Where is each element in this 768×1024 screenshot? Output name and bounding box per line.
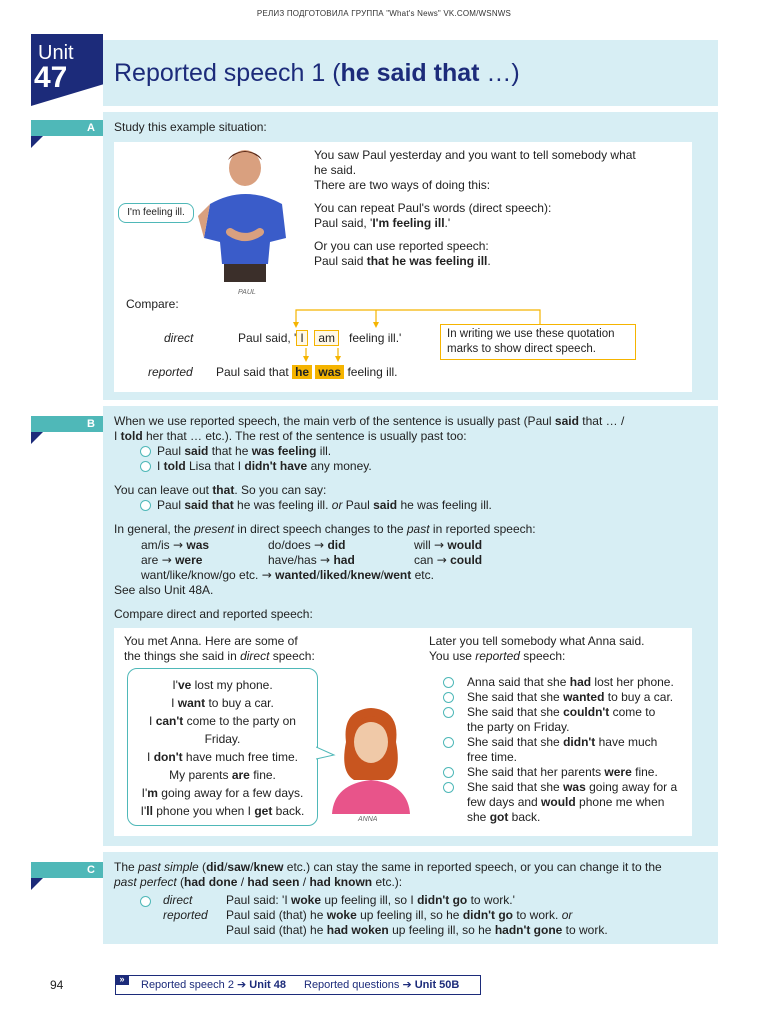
- para-4: Or you can use reported speech:: [314, 239, 489, 253]
- direct-speech-line: Friday.: [204, 732, 241, 746]
- compare-label: Compare:: [126, 297, 179, 311]
- reported-speech-item: She said that she didn't have much free time.: [443, 735, 693, 765]
- paul-illustration: [190, 146, 300, 288]
- bullet-icon: [140, 500, 151, 511]
- reported-label: reported: [148, 365, 193, 379]
- b-example-2: I told Lisa that I didn't have any money.: [114, 459, 714, 474]
- reported-speech-item: She said that her parents were fine.: [443, 765, 693, 780]
- section-b-corner: [31, 432, 43, 444]
- tense-col-1: am/is → was are → were: [141, 538, 210, 567]
- page-number: 94: [50, 978, 64, 992]
- release-note: РЕЛИЗ ПОДГОТОВИЛА ГРУППА "What's News" VK.COM/WSNWS: [256, 9, 512, 18]
- later-intro: Later you tell somebody what Anna said. You use reported speech:: [429, 634, 645, 663]
- bullet-icon: [443, 767, 454, 778]
- reported-speech-item: Anna said that she had lost her phone.: [443, 675, 693, 690]
- paul-speech-text: I'm feeling ill.: [127, 207, 185, 218]
- c-line-1: The past simple (did/saw/knew etc.) can stay the same in reported speech, or you can change it to the: [114, 860, 662, 874]
- bullet-icon: [443, 692, 454, 703]
- paul-speech-bubble: [118, 203, 194, 223]
- tense-col-3: will → would can → could: [414, 538, 483, 567]
- unit-number: 47: [34, 61, 68, 94]
- bullet-icon: [140, 461, 151, 472]
- b-leave-out: You can leave out that. So you can say:: [114, 483, 327, 497]
- reported-speech-item: She said that she wanted to buy a car.: [443, 690, 693, 705]
- tense-col-2: do/does → did have/has → had: [268, 538, 355, 567]
- reported-speech-item: She said that she was going away for a few days and would phone me when she got back.: [443, 780, 693, 825]
- direct-example: Paul said, ' I am feeling ill.': [238, 331, 402, 345]
- c-reported-label: reported: [163, 908, 208, 922]
- reported-speech-item: She said that she couldn't come to the party on Friday.: [443, 705, 693, 735]
- anna-caption: ANNA: [358, 816, 378, 823]
- b-general: In general, the present in direct speech changes to the past in reported speech:: [114, 522, 536, 536]
- direct-speech-line: I want to buy a car.: [171, 696, 274, 710]
- anna-direct-lines: [127, 676, 318, 820]
- anna-illustration: [328, 702, 414, 814]
- para-3-example: Paul said, 'I'm feeling ill.': [314, 216, 451, 230]
- page-title: Reported speech 1 (he said that …): [114, 59, 520, 87]
- c-example-1: Paul said: 'I woke up feeling ill, so I didn't go to work.': [226, 893, 515, 907]
- bullet-icon: [443, 707, 454, 718]
- section-a-explanation: [314, 148, 644, 269]
- bullet-icon: [443, 782, 454, 793]
- direct-label: direct: [164, 331, 194, 345]
- section-a-corner: [31, 136, 43, 148]
- section-b-text: [114, 414, 714, 537]
- para-1: You saw Paul yesterday and you want to tell somebody what he said.: [314, 148, 636, 177]
- direct-speech-line: I don't have much free time.: [147, 750, 298, 764]
- bullet-icon: [443, 677, 454, 688]
- bullet-icon: [140, 896, 151, 907]
- direct-speech-line: I'm going away for a few days.: [141, 786, 304, 800]
- tense-want-row: want/like/know/go etc. → wanted/liked/knew/went etc.: [141, 568, 434, 582]
- c-bullet: [140, 894, 157, 909]
- reported-example: Paul said that he was feeling ill.: [216, 365, 398, 379]
- section-a-intro: Study this example situation:: [114, 120, 267, 134]
- b-line-2: I told her that … etc.). The rest of the sentence is usually past too:: [114, 429, 467, 443]
- compare-direct-reported: Compare direct and reported speech:: [114, 607, 313, 621]
- direct-speech-line: I'll phone you when I get back.: [140, 804, 305, 818]
- direct-speech-line: I can't come to the party on: [149, 714, 296, 728]
- paul-caption: PAUL: [238, 289, 256, 296]
- direct-speech-line: I've lost my phone.: [172, 678, 273, 692]
- bullet-icon: [443, 737, 454, 748]
- section-c-tag: C: [31, 862, 103, 878]
- b-example-3: Paul said that he was feeling ill. or Paul said he was feeling ill.: [114, 498, 714, 513]
- section-c-corner: [31, 878, 43, 890]
- para-3: You can repeat Paul's words (direct speech):: [314, 201, 552, 215]
- section-c-text: [114, 860, 714, 890]
- bullet-icon: [140, 446, 151, 457]
- anna-intro: You met Anna. Here are some of the things she said in direct speech:: [124, 634, 315, 663]
- anna-reported-lines: [443, 675, 693, 825]
- direct-speech-line: My parents are fine.: [169, 768, 276, 782]
- link-reported-speech-2[interactable]: Reported speech 2 ➔ Unit 48: [141, 978, 286, 991]
- b-line-1: When we use reported speech, the main verb of the sentence is usually past (Paul said that … /: [114, 414, 625, 428]
- b-example-1: Paul said that he was feeling ill.: [114, 444, 714, 459]
- see-also: See also Unit 48A.: [114, 583, 214, 597]
- link-reported-questions[interactable]: Reported questions ➔ Unit 50B: [304, 978, 460, 991]
- section-b-tag: B: [31, 416, 103, 432]
- cross-reference-icon: »: [115, 975, 129, 985]
- c-examples: [226, 893, 716, 938]
- quote-note: In writing we use these quotation marks to show direct speech.: [440, 324, 636, 360]
- c-direct-label: direct: [163, 893, 193, 907]
- c-example-3: Paul said (that) he had woken up feeling ill, so he hadn't gone to work.: [226, 923, 608, 937]
- para-4-example: Paul said that he was feeling ill.: [314, 254, 491, 268]
- para-2: There are two ways of doing this:: [314, 178, 491, 192]
- c-line-2: past perfect (had done / had seen / had known etc.):: [114, 875, 403, 889]
- c-example-2: Paul said (that) he woke up feeling ill, so he didn't go to work. or: [226, 908, 573, 922]
- section-a-tag: A: [31, 120, 103, 136]
- unit-label: Unit: [38, 42, 74, 64]
